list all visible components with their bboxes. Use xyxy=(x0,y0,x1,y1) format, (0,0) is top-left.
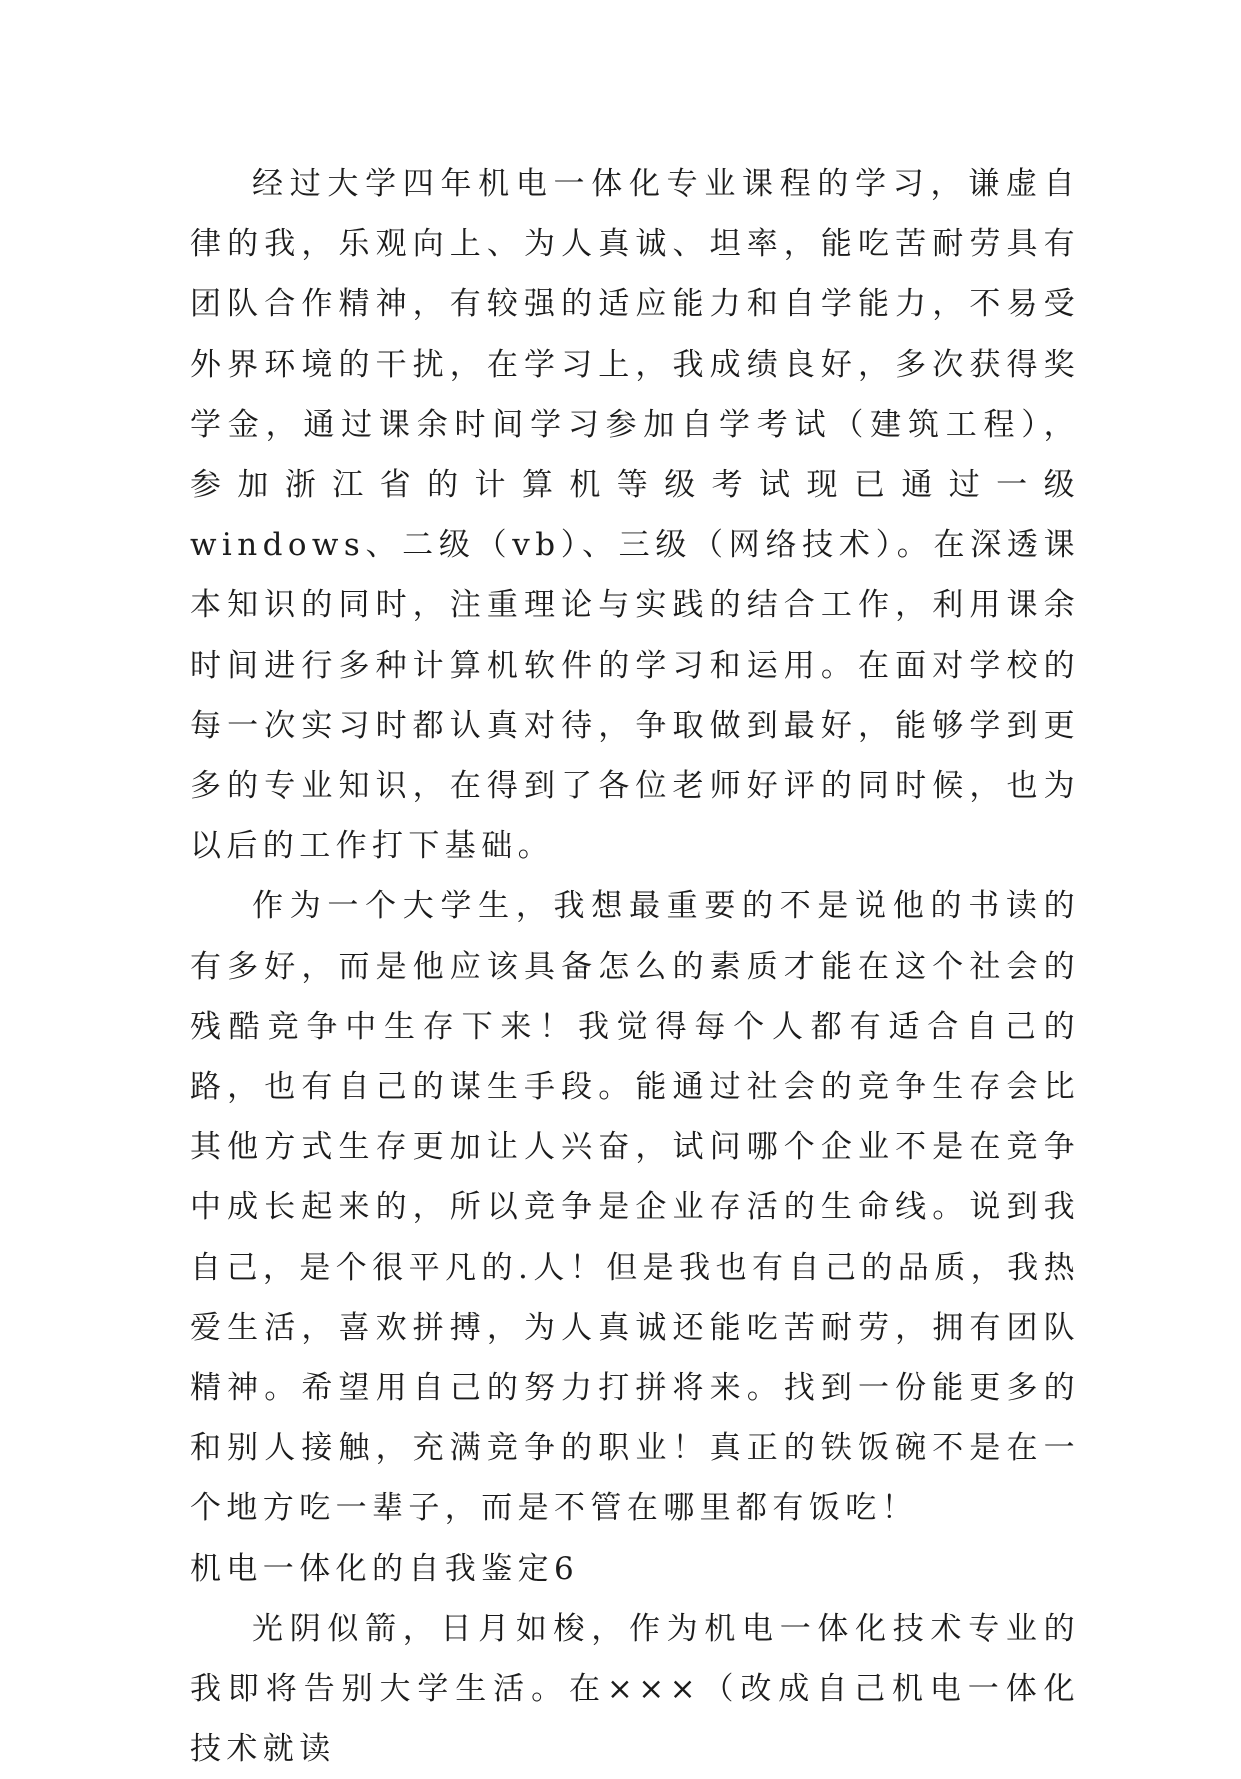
paragraph-self-assessment: 经过大学四年机电一体化专业课程的学习，谦虚自律的我，乐观向上、为人真诚、坦率，能吃苦耐劳具有团队合作精神，有较强的适应能力和自学能力，不易受外界环境的干扰，在学习上，我成绩良好，多次获得奖学金，通过课余时间学习参加自学考试（建筑工程），参加浙江省的计算机等级考试现已通过一级windows、二级（vb）、三级（网络技术）。在深透课本知识的同时，注重理论与实践的结合工作，利用课余时间进行多种计算机软件的学习和运用。在面对学校的每一次实习时都认真对待，争取做到最好，能够学到更多的专业知识，在得到了各位老师好评的同时候，也为以后的工作打下基础。 xyxy=(190,166,1080,865)
paragraph-farewell: 光阴似箭，日月如梭，作为机电一体化技术专业的我即将告别大学生活。在×××（改成自己机电一体化技术就读 xyxy=(190,1610,1080,1768)
section-heading: 机电一体化的自我鉴定6 xyxy=(190,1550,580,1587)
document-body xyxy=(190,154,1080,1779)
paragraph-college-student: 作为一个大学生，我想最重要的不是说他的书读的有多好，而是他应该具备怎么的素质才能在这个社会的残酷竞争中生存下来！我觉得每个人都有适合自己的路，也有自己的谋生手段。能通过社会的竞争生存会比其他方式生存更加让人兴奋，试问哪个企业不是在竞争中成长起来的，所以竞争是企业存活的生命线。说到我自己，是个很平凡的.人！但是我也有自己的品质，我热爱生活，喜欢拼搏，为人真诚还能吃苦耐劳，拥有团队精神。希望用自己的努力打拼将来。找到一份能更多的和别人接触，充满竞争的职业！真正的铁饭碗不是在一个地方吃一辈子，而是不管在哪里都有饭吃！ xyxy=(190,888,1080,1527)
